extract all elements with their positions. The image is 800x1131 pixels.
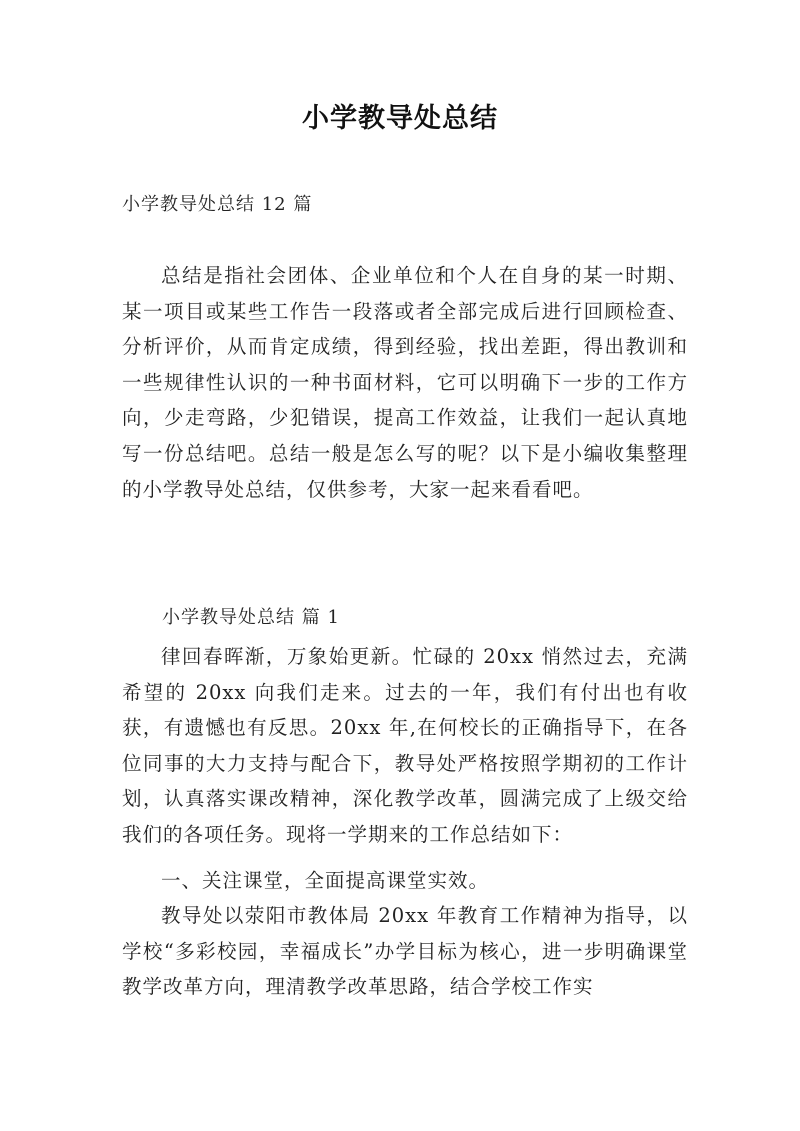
body-paragraph: 教导处以荥阳市教体局 20xx 年教育工作精神为指导，以学校“多彩校园，幸福成长”办学目标为核心，进一步明确课堂教学改革方向，理清教学改革思路，结合学校工作实 [122,904,688,999]
intro-paragraph: 总结是指社会团体、企业单位和个人在自身的某一时期、某一项目或某些工作告一段落或者全部完成后进行回顾检查、分析评价，从而肯定成绩，得到经验，找出差距，得出教训和一些规律性认识的一种书面材料，它可以明确下一步的工作方向，少走弯路，少犯错误，提高工作效益，让我们一起认真地写一份总结吧。总结一般是怎么写的呢？以下是小编收集整理的小学教导处总结，仅供参考，大家一起来看看吧。 [122,264,688,501]
document-title: 小学教导处总结 [302,103,498,134]
body-paragraph: 一、关注课堂，全面提高课堂实效。 [161,869,490,892]
document-subtitle: 小学教导处总结 12 篇 [122,194,313,215]
section-heading: 小学教导处总结 篇 1 [162,607,340,628]
body-paragraph: 律回春晖渐，万象始更新。忙碌的 20xx 悄然过去，充满希望的 20xx 向我们走来。过去的一年，我们有付出也有收获，有遗憾也有反思。20xx 年,在何校长的正确指导下，在各位同事的大力支持与配合下，教导处严格按照学期初的工作计划，认真落实课改精神，深化教学改革，圆满完成了上级交给我们的各项任务。现将一学期来的工作总结如下： [122,645,688,846]
